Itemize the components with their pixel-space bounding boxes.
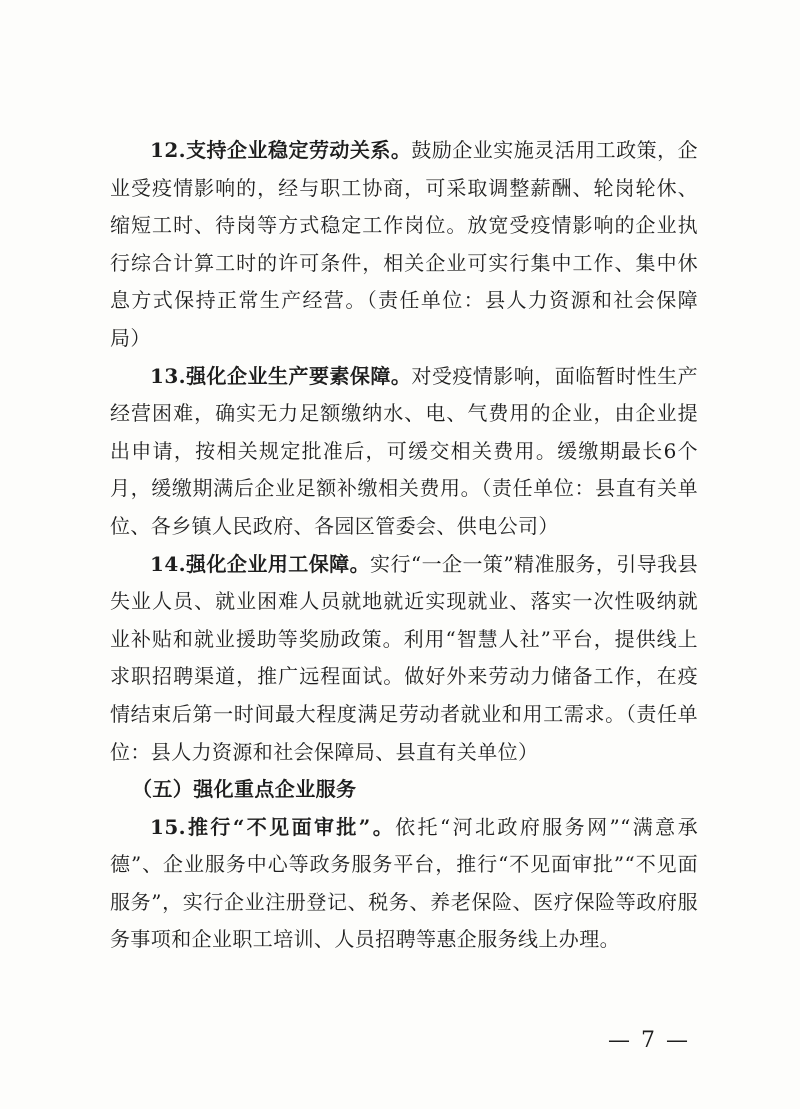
paragraph-14-body: 实行“一企一策”精准服务，引导我县失业人员、就业困难人员就地就近实现就业、落实一次性吸纳就业补贴和就业援助等奖励政策。利用“智慧人社”平台，提供线上求职招聘渠道，推广远程面试。做好外来劳动力储备工作，在疫情结束后第一时间最大程度满足劳动者就业和用工需求。（责任单位：县人力资源和社会保障局、县直有关单位） [110,551,698,764]
paragraph-14-title: 14.强化企业用工保障。 [150,551,371,576]
paragraph-15-body: 依托“河北政府服务网”“满意承德”、企业服务中心等政务服务平台，推行“不见面审批”“不见面服务”，实行企业注册登记、税务、养老保险、医疗保险等政府服务事项和企业职工培训、人员招聘等惠企服务线上办理。 [110,814,698,952]
paragraph-15 [110,809,698,959]
paragraph-12-title: 12.支持企业稳定劳动关系。 [150,138,412,162]
paragraph-15-title: 15.推行“不见面审批”。 [150,814,396,839]
paragraph-14 [110,546,698,772]
paragraph-13-body: 对受疫情影响，面临暂时性生产经营困难，确实无力足额缴纳水、电、气费用的企业，由企业提出申请，按相关规定批准后，可缓交相关费用。缓缴期最长6个月，缓缴期满后企业足额补缴相关费用。（责任单位：县直有关单位、各乡镇人民政府、各园区管委会、供电公司） [110,363,698,538]
paragraph-13 [110,358,698,546]
section-heading: （五）强化重点企业服务 [132,777,357,802]
page-number: — 7 — [608,1028,690,1053]
paragraph-12 [110,132,698,358]
paragraph-13-title: 13.强化企业生产要素保障。 [150,363,412,388]
paragraph-12-body: 鼓励企业实施灵活用工政策，企业受疫情影响的，经与职工协商，可采取调整薪酬、轮岗轮休、缩短工时、待岗等方式稳定工作岗位。放宽受疫情影响的企业执行综合计算工时的许可条件，相关企业可实行集中工作、集中休息方式保持正常生产经营。（责任单位：县人力资源和社会保障局） [110,138,698,350]
document-body [110,132,698,959]
